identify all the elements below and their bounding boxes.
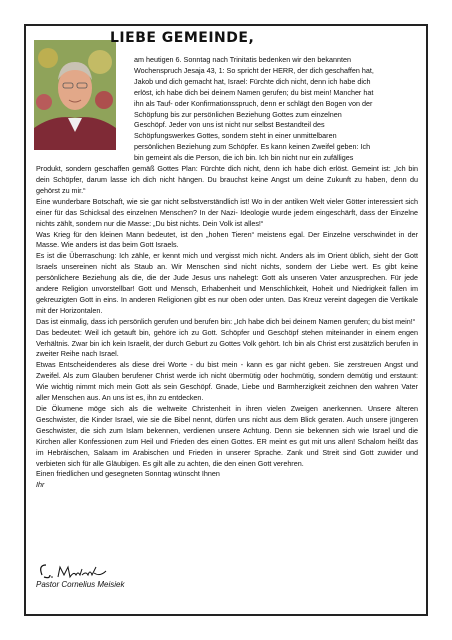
handwritten-signature	[36, 561, 116, 581]
intro-line: Geschöpf. Jeder von uns ist nicht nur selbst Bestandteil des	[134, 120, 325, 130]
signature-name: Pastor Cornelius Meisiek	[36, 580, 125, 589]
intro-line: Schöpfungswerkes Gottes, sondern steht in einer unmittelbaren	[134, 131, 337, 141]
closing-line: Einen friedlichen und gesegneten Sonntag wünscht Ihnen	[36, 469, 220, 479]
intro-line: ihn als Tauf- oder Konfirmationsspruch, denn er schlägt den Bogen von der	[134, 98, 373, 108]
intro-line: am heutigen 6. Sonntag nach Trinitatis bedenken wir den bekannten	[134, 55, 351, 64]
intro-line: erlöst, ich habe dich bei deinem Namen gerufen; du bist mein! Mancher hat	[134, 87, 374, 97]
paragraph: Das ist einmalig, dass ich persönlich gerufen und berufen bin: „Ich habe dich bei deinem Namen gerufen; du bist mein!“	[36, 316, 416, 326]
intro-line: bin gemeint als die Person, die ich bin. Ich bin nicht nur ein zufälliges	[134, 153, 354, 163]
paragraph: Die Ökumene möge sich als die weltweite Christenheit in ihren vielen Zweigen anerkennen. Unsere älteren Geschwister, die Kinder Israel, wie sie die Bibel nennt, dürfen uns nicht aus dem Blick geraten. Auch unsere jüngeren Geschwister, die sich zum Islam bekennen, verdienen unsere Achtung. Denn sie bekennen sich wie Israel und die Kirchen aller Konfessionen zum Heil und Frieden des einen Gottes. ER meint es gut mit uns allen! Schalom heißt das im Hebräischen, Salaam im Arabischen und Frieden in unserer Sprache. Zank und Streit sind Gott zuwider und verbieten sich für alle Gläubigen. Es gilt alle zu achten, die den einen Gott verehren.	[36, 404, 418, 468]
page-title: LIEBE GEMEINDE,	[110, 30, 255, 46]
letter-body	[36, 55, 418, 491]
paragraph: Das bedeutet: Weil ich getauft bin, gehöre ich zu Gott. Schöpfer und Geschöpf stehen miteinander in einem engen Verhältnis. Zwar bin ich kein Israelit, der durch Geburt zu Gottes Volk gehört. Ich bin als Christ erst zusätzlich berufen in zweiter Reihe nach Israel.	[36, 327, 418, 359]
intro-line: persönlichen Beziehung zum Schöpfer. Es kann keinen Zweifel geben: Ich	[134, 142, 371, 152]
closing-ihr: Ihr	[36, 480, 45, 490]
intro-line: Wochenspruch Jesaja 43, 1: So spricht der HERR, der dich geschaffen hat,	[134, 65, 374, 75]
paragraph: Was Krieg für den kleinen Mann bedeutet, ist den „hohen Tieren“ meistens egal. Der Einzelne verschwindet in der Masse. Wie anders ist das beim Gott Israels.	[36, 229, 418, 250]
paragraph: Eine wunderbare Botschaft, wie sie gar nicht selbstverständlich ist! Wo in der antiken Welt vieler Götter interessiert sich einer für das Schicksal des einzelnen Menschen? In der Nazi- Ideologie wurde jedem eingeschärft, dass der Einzelne nichts zählt, sondern nur die Masse: „Du bist nichts. Dein Volk ist alles!“	[36, 196, 418, 228]
intro-line: Schöpfung bis zur persönlichen Beziehung Gottes zum einzelnen	[134, 109, 342, 119]
paragraph: Produkt, sondern geschaffen gemäß Gottes Plan: Fürchte dich nicht, denn ich habe dich erlöst. Gemeint ist: „Ich bin dein Schöpfer, darum lasse ich dich nicht hängen. Du brauchst keine Angst um deine Zukunft zu haben, denn du gehörst zu mir.“	[36, 164, 418, 195]
paragraph: Es ist die Überraschung: Ich zähle, er kennt mich und vergisst mich nicht. Anders als im Orient üblich, sieht der Gott Israels unsereinen nicht als Staub an. Wir Menschen sind nicht nichts, sondern der Liebe wert. Es gibt keine persönlichere Beziehung als die, die der Jude Jesus uns nahelegt: Gott als unseren Vater anzusprechen. Für jede andere Religion unvorstellbar! Gott und Mensch, Erhabenheit und Menschlichkeit, Hoheit und Niedrigkeit fallen im gekreuzigten Gott in eins. In anderen Religionen gibt es nur oben oder unten. Das Kreuz vereint dagegen die Vertikale mit der Horizontalen.	[36, 251, 418, 315]
paragraph: Etwas Entscheidenderes als diese drei Worte - du bist mein - kann es gar nicht geben. Sie zerstreuen Angst und Zweifel. Als zum Glauben berufener Christ werde ich nicht übermütig oder hochmütig, sondern demütig und erstaunt: Wie wichtig nimmt mich mein Gott als sein Geschöpf. Gnade, Liebe und Barmherzigkeit zeichnen den wahren Vater aller Menschen aus. An uns ist es, ihn zu entdecken.	[36, 360, 418, 403]
intro-line: Jakob und dich gemacht hat, Israel: Fürchte dich nicht, denn ich habe dich	[134, 76, 371, 86]
